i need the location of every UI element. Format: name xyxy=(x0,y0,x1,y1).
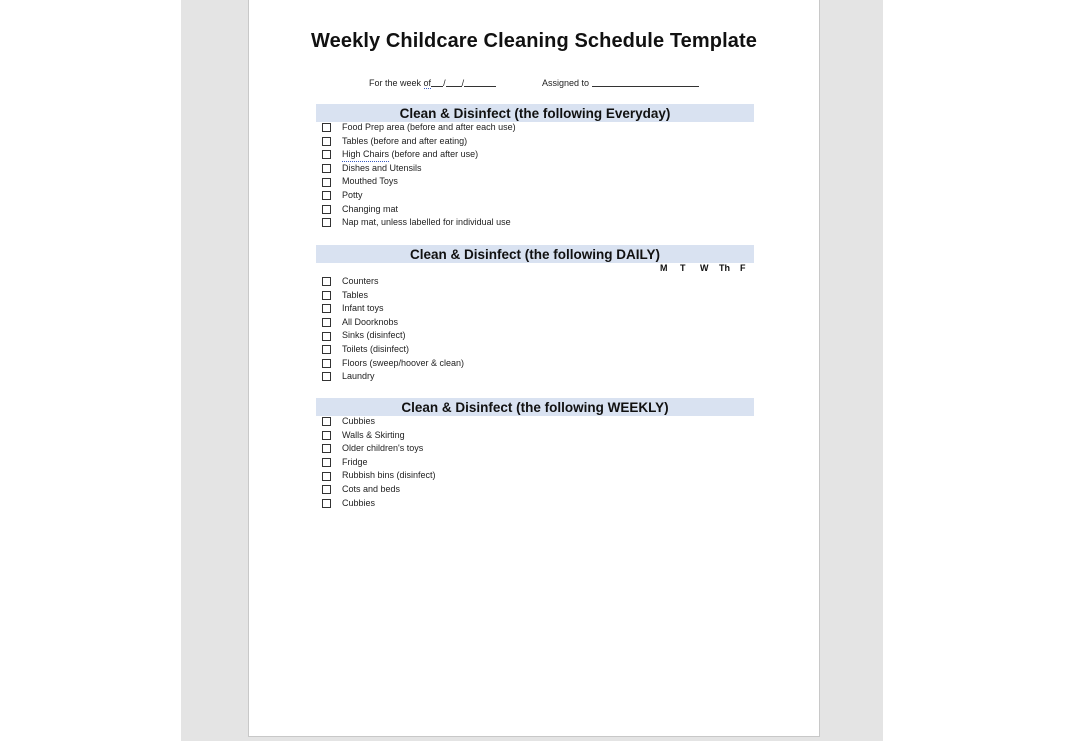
week-label: For the week xyxy=(369,78,422,88)
document-page xyxy=(248,0,820,737)
assigned-label: Assigned to xyxy=(542,78,590,88)
checkbox[interactable] xyxy=(322,178,331,187)
list-item: Fridge xyxy=(322,456,436,470)
list-item: Older children's toys xyxy=(322,442,436,456)
checkbox[interactable] xyxy=(322,318,331,327)
checkbox[interactable] xyxy=(322,485,331,494)
daily-checklist xyxy=(322,275,464,384)
list-item: Cots and beds xyxy=(322,483,436,497)
list-item: Infant toys xyxy=(322,302,464,316)
list-item: Floors (sweep/hoover & clean) xyxy=(322,357,464,371)
checkbox[interactable] xyxy=(322,444,331,453)
day-header-tuesday: T xyxy=(680,263,686,273)
weekly-section-heading: Clean & Disinfect (the following WEEKLY) xyxy=(316,398,754,416)
everyday-checklist xyxy=(322,121,516,230)
daily-section-heading: Clean & Disinfect (the following DAILY) xyxy=(316,245,754,263)
list-item: Tables xyxy=(322,289,464,303)
list-item: Food Prep area (before and after each use) xyxy=(322,121,516,135)
list-item: Tables (before and after eating) xyxy=(322,135,516,149)
week-month-blank[interactable] xyxy=(446,77,462,87)
week-of-word: of xyxy=(423,78,432,88)
checkbox[interactable] xyxy=(322,345,331,354)
checkbox[interactable] xyxy=(322,372,331,381)
week-of-field: For the week of / / xyxy=(369,77,496,88)
list-item: Cubbies xyxy=(322,415,436,429)
week-day-blank[interactable] xyxy=(431,77,443,87)
assigned-to-field xyxy=(542,77,699,88)
checkbox[interactable] xyxy=(322,137,331,146)
checkbox[interactable] xyxy=(322,164,331,173)
checkbox[interactable] xyxy=(322,205,331,214)
checkbox[interactable] xyxy=(322,277,331,286)
checkbox[interactable] xyxy=(322,332,331,341)
checkbox[interactable] xyxy=(322,150,331,159)
assigned-to-blank[interactable] xyxy=(592,77,699,87)
day-header-thursday: Th xyxy=(719,263,730,273)
list-item: Potty xyxy=(322,189,516,203)
list-item: Cubbies xyxy=(322,497,436,511)
day-header-monday: M xyxy=(660,263,668,273)
day-header-wednesday: W xyxy=(700,263,709,273)
weekly-checklist xyxy=(322,415,436,510)
list-item: Rubbish bins (disinfect) xyxy=(322,469,436,483)
checkbox[interactable] xyxy=(322,123,331,132)
list-item: All Doorknobs xyxy=(322,316,464,330)
list-item: Sinks (disinfect) xyxy=(322,329,464,343)
checkbox[interactable] xyxy=(322,499,331,508)
checkbox[interactable] xyxy=(322,359,331,368)
checkbox[interactable] xyxy=(322,304,331,313)
checkbox[interactable] xyxy=(322,472,331,481)
list-item: Changing mat xyxy=(322,203,516,217)
checkbox[interactable] xyxy=(322,291,331,300)
list-item: Counters xyxy=(322,275,464,289)
list-item: Walls & Skirting xyxy=(322,429,436,443)
checkbox[interactable] xyxy=(322,218,331,227)
document-title: Weekly Childcare Cleaning Schedule Template xyxy=(311,30,757,52)
checkbox[interactable] xyxy=(322,431,331,440)
list-item: Nap mat, unless labelled for individual use xyxy=(322,216,516,230)
list-item: Toilets (disinfect) xyxy=(322,343,464,357)
list-item: Dishes and Utensils xyxy=(322,162,516,176)
list-item: Mouthed Toys xyxy=(322,175,516,189)
everyday-section-heading: Clean & Disinfect (the following Everyday) xyxy=(316,104,754,122)
day-header-friday: F xyxy=(740,263,746,273)
checkbox[interactable] xyxy=(322,417,331,426)
list-item: Laundry xyxy=(322,370,464,384)
checkbox[interactable] xyxy=(322,191,331,200)
checkbox[interactable] xyxy=(322,458,331,467)
list-item: High Chairs (before and after use) xyxy=(322,148,516,162)
week-year-blank[interactable] xyxy=(464,77,496,87)
